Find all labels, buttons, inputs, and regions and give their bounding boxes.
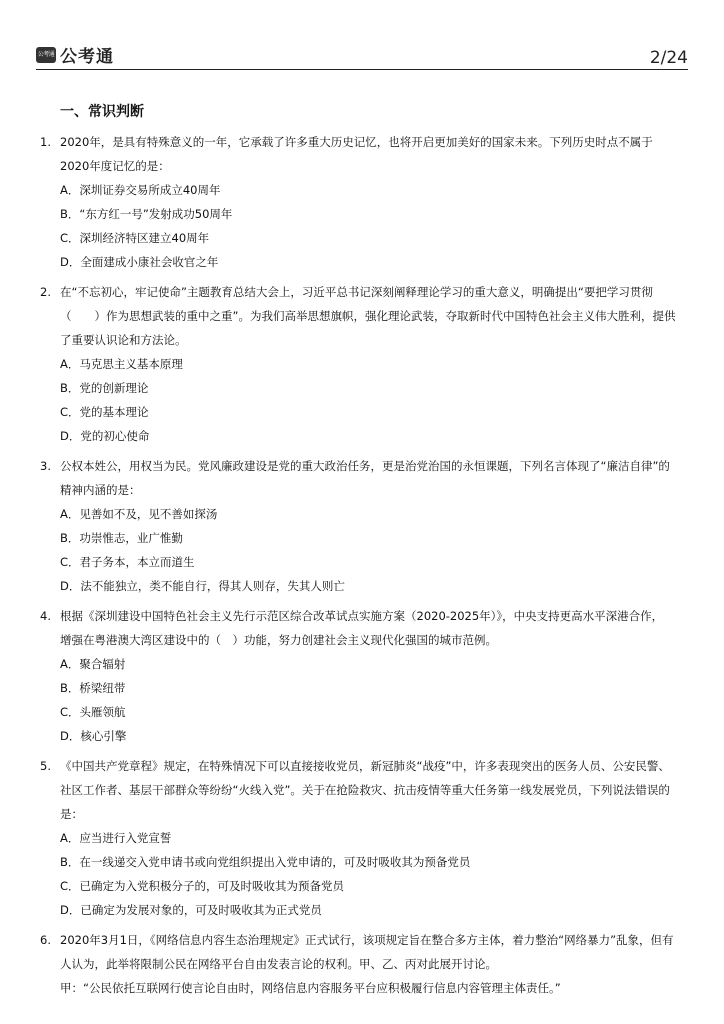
question-stem-text: 《中国共产党章程》规定，在特殊情况下可以直接接收党员，新冠肺炎“战疫”中，许多表现突出的医务人员、公安民警、	[60, 759, 670, 773]
question-stem-line	[40, 154, 690, 178]
question-stem-line	[40, 802, 690, 826]
section-title: 一、常识判断	[60, 104, 144, 120]
answer-option: A．见善如不及，见不善如探汤	[60, 507, 218, 521]
answer-option: C．君子务本，本立而道生	[60, 555, 195, 569]
answer-option: B．桥梁纽带	[60, 681, 126, 695]
answer-option: B．功崇惟志，业广惟勤	[60, 531, 183, 545]
question-stem-text: （ ）作为思想武装的重中之重”。为我们高举思想旗帜，强化理论武装，夺取新时代中国特色社会主义伟大胜利，提供	[60, 309, 676, 323]
question-stem-text: 人认为，此举将限制公民在网络平台自由发表言论的权利。甲、乙、丙对此展开讨论。	[60, 957, 497, 971]
question-stem-text: 在“不忘初心，牢记使命”主题教育总结大会上，习近平总书记深刻阐释理论学习的重大意义，明确提出“要把学习贯彻	[60, 285, 653, 299]
question-number: 2.	[40, 285, 51, 299]
question-list	[40, 130, 690, 1000]
answer-option: B．“东方红一号”发射成功50周年	[60, 207, 233, 221]
document-body	[40, 100, 690, 1000]
question-1	[40, 130, 690, 274]
page-number: 2/24	[649, 48, 688, 68]
question-stem-line	[40, 454, 690, 478]
question-stem-text: 2020年，是具有特殊意义的一年，它承载了许多重大历史记忆，也将开启更加美好的国家未来。下列历史时点不属于	[60, 135, 653, 149]
answer-option: D．法不能独立，类不能自行，得其人则存，失其人则亡	[60, 579, 345, 593]
answer-option: D．全面建成小康社会收官之年	[60, 255, 219, 269]
question-4	[40, 604, 690, 748]
question-5	[40, 754, 690, 922]
question-stem-text: 社区工作者、基层干部群众等纷纷“火线入党”。关于在抢险救灾、抗击疫情等重大任务第一线发展党员，下列说法错误的	[60, 783, 670, 797]
answer-option: D．核心引擎	[60, 729, 127, 743]
question-stem-line	[40, 280, 690, 304]
question-stem-line	[40, 952, 690, 976]
question-stem-line	[40, 928, 690, 952]
answer-option: 甲：“公民依托互联网行使言论自由时，网络信息内容服务平台应积极履行信息内容管理主体责任。”	[60, 981, 561, 995]
question-stem-line	[40, 778, 690, 802]
question-stem-text: 精神内涵的是：	[60, 483, 141, 497]
answer-option: D．党的初心使命	[60, 429, 150, 443]
question-stem-text: 增强在粤港澳大湾区建设中的（ ）功能，努力创建社会主义现代化强国的城市范例。	[60, 633, 497, 647]
answer-option: C．深圳经济特区建立40周年	[60, 231, 210, 245]
question-number: 3.	[40, 459, 51, 473]
answer-option: C．已确定为入党积极分子的，可及时吸收其为预备党员	[60, 879, 345, 893]
question-stem-line	[40, 478, 690, 502]
question-stem-line	[40, 130, 690, 154]
question-stem-text: 2020年度记忆的是：	[60, 159, 170, 173]
question-number: 6.	[40, 933, 51, 947]
logo	[36, 42, 114, 67]
question-stem-text: 公权本姓公，用权当为民。党风廉政建设是党的重大政治任务，更是治党治国的永恒课题，下列名言体现了“廉洁自律”的	[60, 459, 670, 473]
answer-option: B．在一线递交入党申请书或向党组织提出入党申请的，可及时吸收其为预备党员	[60, 855, 471, 869]
question-stem-text: 是：	[60, 807, 83, 821]
answer-option: C．党的基本理论	[60, 405, 149, 419]
question-stem-text: 了重要认识论和方法论。	[60, 333, 187, 347]
header-divider	[36, 69, 688, 70]
question-6	[40, 928, 690, 1000]
logo-badge-icon: 公考通	[36, 47, 56, 63]
question-stem-line	[40, 754, 690, 778]
question-stem-line	[40, 604, 690, 628]
answer-option: C．头雁领航	[60, 705, 126, 719]
question-2	[40, 280, 690, 448]
answer-option: A．马克思主义基本原理	[60, 357, 183, 371]
question-number: 4.	[40, 609, 51, 623]
question-stem-line	[40, 304, 690, 328]
question-3	[40, 454, 690, 598]
question-stem-text: 根据《深圳建设中国特色社会主义先行示范区综合改革试点实施方案（2020-2025年）》，中央支持更高水平深港合作，	[60, 609, 664, 623]
question-number: 1.	[40, 135, 51, 149]
logo-text: 公考通	[60, 47, 114, 67]
answer-option: D．已确定为发展对象的，可及时吸收其为正式党员	[60, 903, 322, 917]
question-stem-line	[40, 328, 690, 352]
question-number: 5.	[40, 759, 51, 773]
question-stem-line	[40, 628, 690, 652]
answer-option: A．应当进行入党宣誓	[60, 831, 172, 845]
answer-option: A．聚合辐射	[60, 657, 126, 671]
page-header	[36, 38, 688, 70]
answer-option: A．深圳证券交易所成立40周年	[60, 183, 221, 197]
question-stem-text: 2020年3月1日，《网络信息内容生态治理规定》正式试行，该项规定旨在整合多方主体，着力整治“网络暴力”乱象，但有	[60, 933, 674, 947]
answer-option: B．党的创新理论	[60, 381, 149, 395]
